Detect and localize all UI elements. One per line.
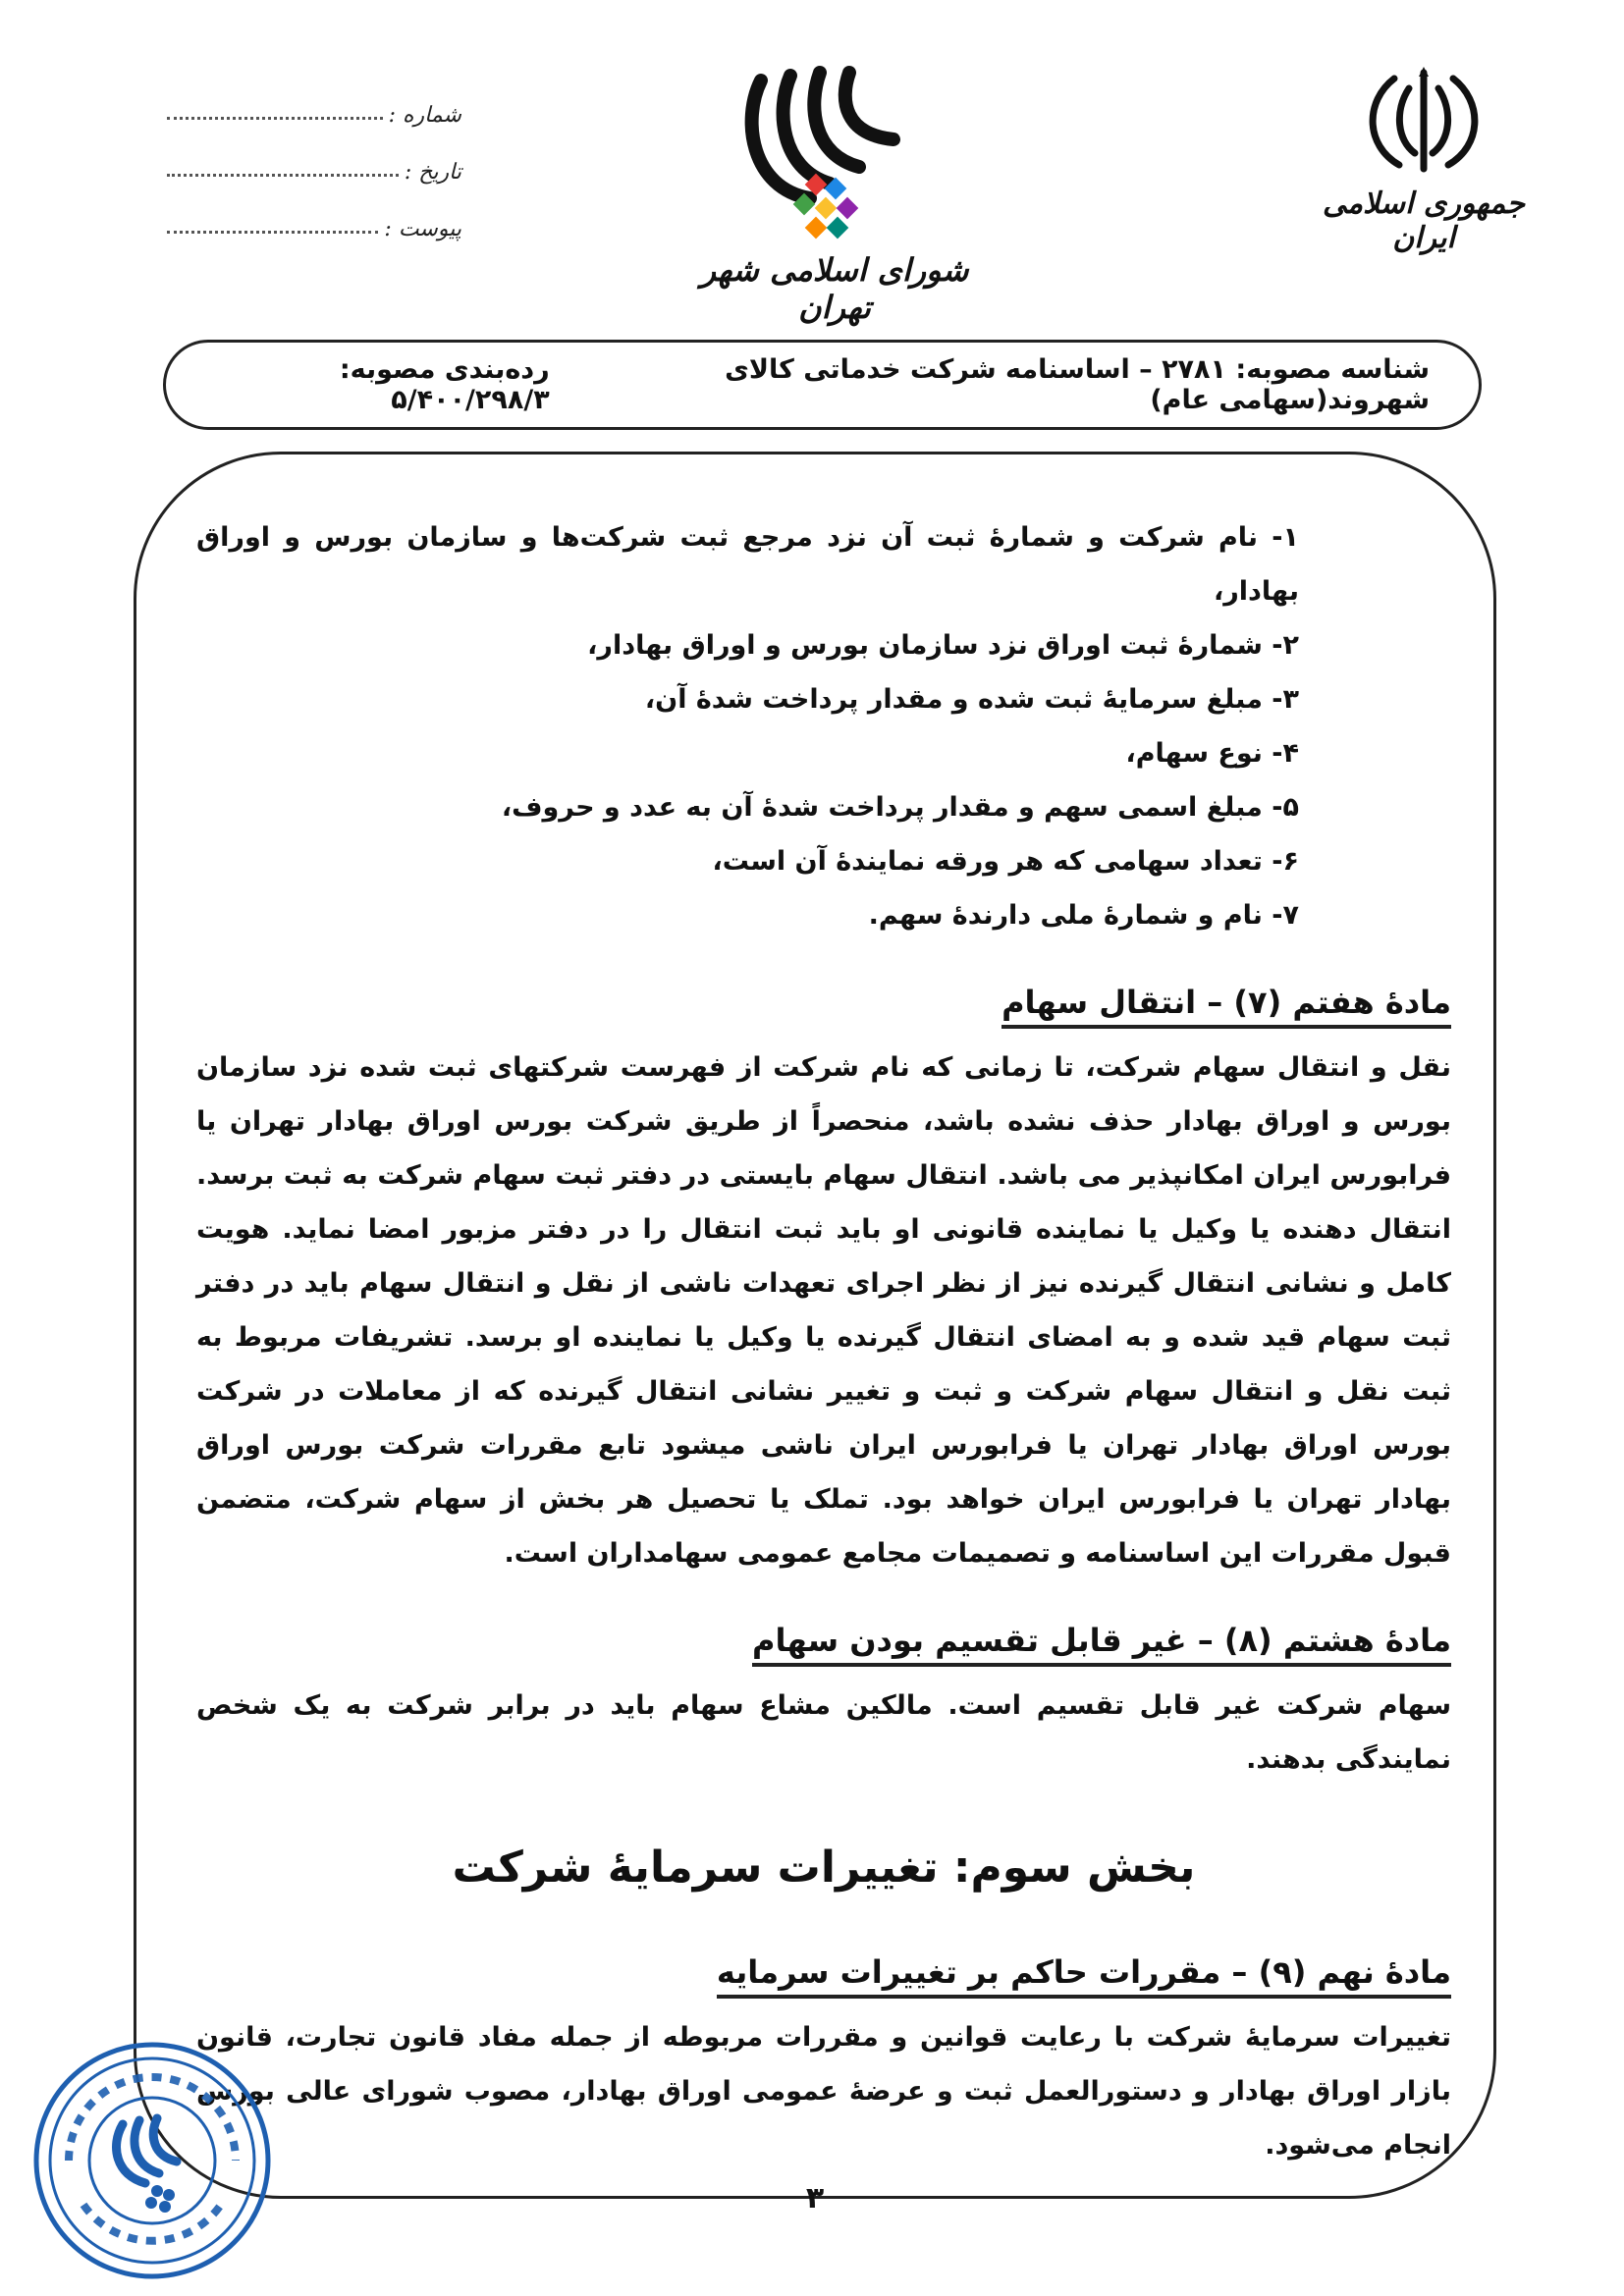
classification-value: ۵/۴۰۰/۲۹۸/۳	[391, 385, 550, 415]
date-field	[167, 145, 461, 185]
council-caption: شورای اسلامی شهر تهران	[700, 251, 969, 326]
council-seal-icon	[29, 2038, 275, 2283]
classification-label: رده‌بندی مصوبه:	[339, 354, 550, 385]
resolution-title-bar	[163, 340, 1482, 430]
article9-body: تغییرات سرمایهٔ شرکت با رعایت قوانین و مقررات مربوطه از جمله مفاد قانون تجارت، قانون بازار اوراق بهادار و دستورالعمل ثبت و عرضهٔ عمومی اوراق بهادار، مصوب شورای عالی بورس انجام می‌شود.	[196, 2022, 1451, 2161]
attachment-field	[167, 202, 461, 241]
number-field	[167, 88, 461, 128]
list-item: ۲- شمارهٔ ثبت اوراق نزد سازمان بورس و اوراق بهادار،	[587, 630, 1299, 661]
article7-heading: مادهٔ هفتم (۷) – انتقال سهام	[1001, 980, 1451, 1029]
article8-heading: مادهٔ هشتم (۸) – غیر قابل تقسیم بودن سهام	[752, 1618, 1451, 1667]
resolution-id: شناسه مصوبه: ۲۷۸۱ – اساسنامه شرکت خدماتی کالای شهروند(سهامی عام)	[725, 354, 1430, 415]
emblem-caption: جمهوری اسلامی ایران	[1322, 187, 1526, 255]
certificate-items-list	[196, 510, 1451, 942]
classification	[215, 354, 550, 415]
document-body	[196, 510, 1451, 2172]
article7-body: نقل و انتقال سهام شرکت، تا زمانی که نام شرکت از فهرست شرکتهای ثبت شده نزد سازمان بورس و اوراق بهادار حذف نشده باشد، منحصراً از طریق شرکت بورس اوراق بهادار تهران یا فرابورس ایران امکانپذیر می باشد. انتقال سهام بایستی در دفتر ثبت سهام شرکت به ثبت برسد. انتقال دهنده یا وکیل یا نماینده قانونی او باید ثبت انتقال را در دفتر مزبور امضا نماید. هویت کامل و نشانی انتقال گیرنده نیز از نظر اجرای تعهدات ناشی از نقل و انتقال سهام باید در دفتر ثبت سهام قید شده و به امضای انتقال گیرنده یا وکیل یا نماینده او برسد. تشریفات مربوط به ثبت نقل و انتقال سهام شرکت و ثبت و تغییر نشانی انتقال گیرنده که از معاملات در شرکت بورس اوراق بهادار تهران یا فرابورس ایران ناشی میشود تابع مقررات شرکت بورس اوراق بهادار تهران یا فرابورس ایران خواهد بود. تملک یا تحصیل هر بخش از سهام شرکت، متضمن قبول مقررات این اساسنامه و تصمیمات مجامع عمومی سهامداران است.	[196, 1052, 1451, 1569]
number-label: شماره :	[388, 103, 461, 128]
iran-emblem-icon	[1350, 67, 1497, 177]
date-label: تاریخ :	[404, 160, 461, 185]
list-item: ۱- نام شرکت و شمارهٔ ثبت آن نزد مرجع ثبت شرکت‌ها و سازمان بورس و اوراق بهادار،	[196, 522, 1299, 607]
section3-title: بخش سوم: تغییرات سرمایهٔ شرکت	[452, 1842, 1196, 1893]
page-number: ۳	[805, 2181, 825, 2216]
council-logo-icon	[722, 61, 908, 247]
attachment-label: پیوست :	[384, 217, 461, 241]
list-item: ۴- نوع سهام،	[1125, 738, 1299, 769]
article8-body: سهام شرکت غیر قابل تقسیم است. مالکین مشاع سهام باید در برابر شرکت به یک شخص نمایندگی بدهند.	[196, 1690, 1451, 1775]
list-item: ۵- مبلغ اسمی سهم و مقدار پرداخت شدهٔ آن به عدد و حروف،	[501, 792, 1299, 823]
number-dotted-line	[167, 116, 383, 120]
article9-heading: مادهٔ نهم (۹) – مقررات حاکم بر تغییرات سرمایه	[717, 1949, 1451, 1999]
attachment-dotted-line	[167, 230, 378, 234]
date-dotted-line	[167, 173, 399, 177]
list-item: ۳- مبلغ سرمایهٔ ثبت شده و مقدار پرداخت شدهٔ آن،	[644, 684, 1299, 715]
list-item: ۷- نام و شمارهٔ ملی دارندهٔ سهم.	[868, 900, 1299, 931]
list-item: ۶- تعداد سهامی که هر ورقه نمایندهٔ آن است،	[712, 846, 1299, 877]
